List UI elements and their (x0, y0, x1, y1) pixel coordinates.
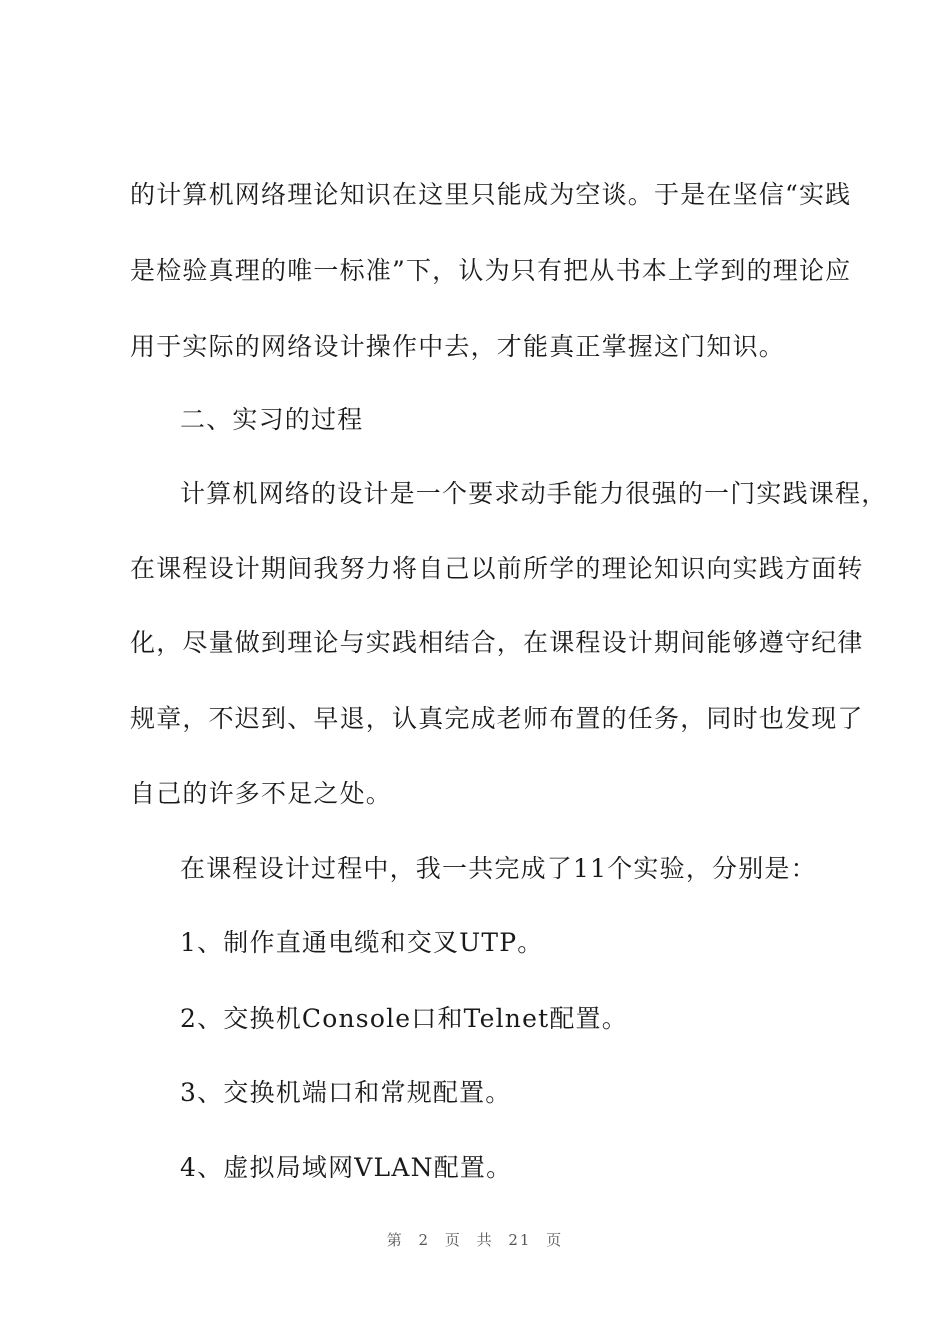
list-item: 3、交换机端口和常规配置。 (180, 1078, 512, 1107)
section-heading: 二、实习的过程 (180, 405, 364, 434)
paragraph-line: 用于实际的网络设计操作中去，才能真正掌握这门知识。 (130, 332, 786, 361)
list-item: 2、交换机Console口和Telnet配置。 (180, 1004, 628, 1033)
paragraph-line: 是检验真理的唯一标准”下，认为只有把从书本上学到的理论应 (130, 256, 852, 285)
paragraph-line: 的计算机网络理论知识在这里只能成为空谈。于是在坚信“实践 (130, 180, 852, 209)
paragraph-line: 在课程设计期间我努力将自己以前所学的理论知识向实践方面转 (130, 554, 864, 583)
paragraph-line: 计算机网络的设计是一个要求动手能力很强的一门实践课程， (180, 479, 888, 508)
paragraph-line: 规章，不迟到、早退，认真完成老师布置的任务，同时也发现了 (130, 704, 864, 733)
list-item: 1、制作直通电缆和交叉UTP。 (180, 928, 544, 957)
paragraph-line: 自己的许多不足之处。 (130, 779, 393, 808)
page-number-footer: 第 2 页 共 21 页 (386, 1231, 564, 1249)
paragraph-line: 化，尽量做到理论与实践相结合，在课程设计期间能够遵守纪律 (130, 628, 864, 657)
list-item: 4、虚拟局域网VLAN配置。 (180, 1153, 513, 1182)
paragraph-line: 在课程设计过程中，我一共完成了11个实验，分别是： (180, 854, 817, 883)
